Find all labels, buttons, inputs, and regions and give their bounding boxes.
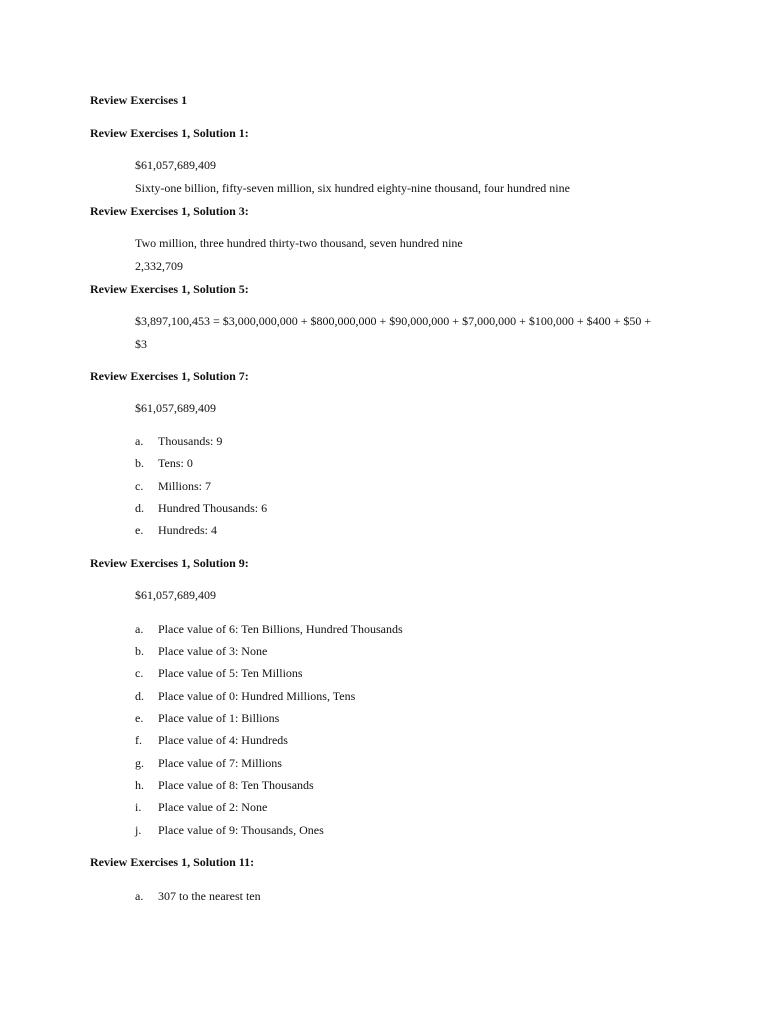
list-item-label: i. xyxy=(135,800,142,814)
list-item-label: h. xyxy=(135,778,144,792)
list-item-text: Hundred Thousands: 6 xyxy=(158,501,268,515)
list-item-label: c. xyxy=(135,666,144,680)
list-item-text: Place value of 8: Ten Thousands xyxy=(158,778,314,792)
solution-1-line: Sixty-one billion, fifty-seven million, six hundred eighty-nine thousand, four hundred nine xyxy=(135,181,570,195)
list-item-label: a. xyxy=(135,889,144,903)
solution-3-line: 2,332,709 xyxy=(135,259,183,273)
solution-9-heading: Review Exercises 1, Solution 9: xyxy=(90,556,249,570)
list-item-label: f. xyxy=(135,733,142,747)
solution-5-line: $3 xyxy=(135,337,147,351)
list-item-text: Place value of 9: Thousands, Ones xyxy=(158,823,324,837)
solution-1-heading: Review Exercises 1, Solution 1: xyxy=(90,126,249,140)
list-item-label: j. xyxy=(135,823,142,837)
solution-11-heading: Review Exercises 1, Solution 11: xyxy=(90,855,255,869)
list-item-text: Place value of 2: None xyxy=(158,800,268,814)
list-item-label: d. xyxy=(135,501,144,515)
document-title: Review Exercises 1 xyxy=(90,93,188,107)
list-item-text: Tens: 0 xyxy=(158,456,193,470)
list-item-text: Millions: 7 xyxy=(158,479,212,493)
list-item-label: a. xyxy=(135,434,144,448)
solution-7-number: $61,057,689,409 xyxy=(135,401,216,415)
solution-1-line: $61,057,689,409 xyxy=(135,158,216,172)
list-item-text: Place value of 1: Billions xyxy=(158,711,280,725)
list-item-text: Hundreds: 4 xyxy=(158,523,217,537)
solution-5-heading: Review Exercises 1, Solution 5: xyxy=(90,282,249,296)
solution-3-heading: Review Exercises 1, Solution 3: xyxy=(90,204,249,218)
list-item-text: Place value of 0: Hundred Millions, Tens xyxy=(158,689,356,703)
list-item-label: a. xyxy=(135,622,144,636)
list-item-text: Place value of 6: Ten Billions, Hundred Thousands xyxy=(158,622,403,636)
solution-9-number: $61,057,689,409 xyxy=(135,588,216,602)
list-item-label: g. xyxy=(135,756,144,770)
list-item-text: 307 to the nearest ten xyxy=(158,889,261,903)
list-item-text: Place value of 4: Hundreds xyxy=(158,733,288,747)
solution-3-line: Two million, three hundred thirty-two thousand, seven hundred nine xyxy=(135,236,463,250)
list-item-label: b. xyxy=(135,456,144,470)
list-item-label: e. xyxy=(135,523,144,537)
list-item-text: Place value of 3: None xyxy=(158,644,268,658)
list-item-text: Place value of 7: Millions xyxy=(158,756,282,770)
list-item-label: d. xyxy=(135,689,144,703)
list-item-label: b. xyxy=(135,644,144,658)
list-item-text: Place value of 5: Ten Millions xyxy=(158,666,303,680)
list-item-text: Thousands: 9 xyxy=(158,434,223,448)
list-item-label: e. xyxy=(135,711,144,725)
solution-7-heading: Review Exercises 1, Solution 7: xyxy=(90,369,249,383)
list-item-label: c. xyxy=(135,479,144,493)
solution-5-line: $3,897,100,453 = $3,000,000,000 + $800,000,000 + $90,000,000 + $7,000,000 + $100,000 + $400 + $50 + xyxy=(135,314,652,328)
